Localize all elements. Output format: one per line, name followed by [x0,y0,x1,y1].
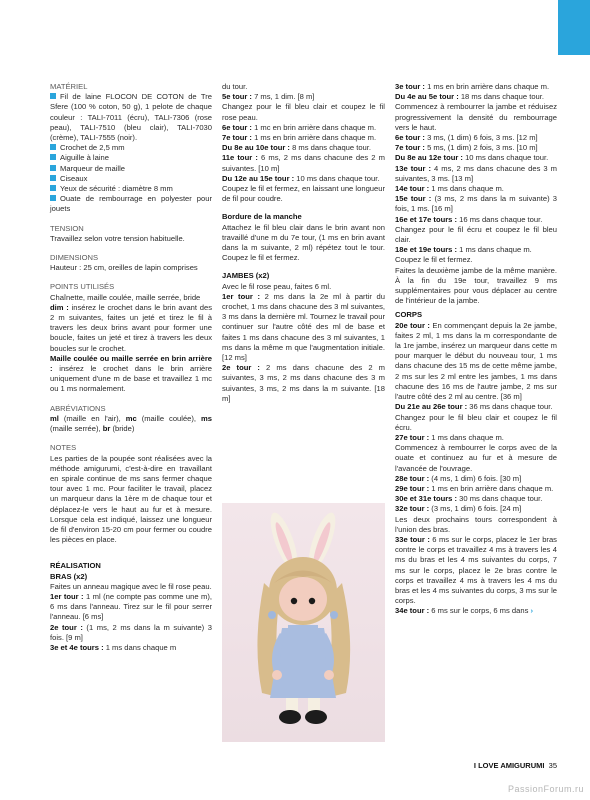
instruction: Changez pour le fil bleu clair et coupez le fil écru. [395,412,557,432]
corps-round-30-31: 30e et 31e tours : 30 ms dans chaque tour. [395,494,543,504]
bras-round-11: 11e tour : 6 ms, 2 ms dans chacune des 2 m suivantes. [10 m] [222,153,386,173]
corps-round-33: 33e tour : 6 ms sur le corps, placez le 1er bras contre le corps et travaillez 4 ms à travers les 4 ms du bras et les 4 ms suivantes du corps, 7 ms sur le corps, placez le 2e bras contre le corps et travaillez 4 ms à travers les 4 ms du bras et les 4 ms suivantes du corps, 3 ms sur le corps. [395,534,557,606]
bras-round-7: 7e tour : 1 ms en brin arrière dans chaque m. [222,133,377,143]
corps-round-28: 28e tour : (4 ms, 1 dim) 6 fois. [30 m] [395,473,522,483]
column-1 [50,82,212,653]
instruction: Changez pour le fil bleu clair et coupez le fil rose peau. [222,102,385,122]
jambes-round-6: 6e tour : 3 ms, (1 dim) 6 fois, 3 ms. [12 m] [395,133,538,143]
bras-round-3-4: 3e et 4e tours : 1 ms dans chaque m [50,642,177,652]
magazine-brand: I LOVE AMIGURUMI [473,761,545,770]
page-footer [474,761,557,770]
bullet-square-icon [50,154,56,160]
instruction: Les deux prochains tours correspondent à l'union des bras. [395,514,557,534]
corps-heading: CORPS [395,310,423,320]
column-3 [395,82,557,617]
bullet-square-icon [50,165,56,171]
doll-photo [222,503,385,742]
page-tab [558,0,590,55]
jambes-round-13: 13e tour : 4 ms, 2 ms dans chacune des 3 m suivantes, 3 ms. [13 m] [395,163,557,183]
jambes-round-18-19: 18e et 19e tours : 1 ms dans chaque m. [395,245,532,255]
bordure-heading: Bordure de la manche [222,212,302,222]
bordure-text: Attachez le fil bleu clair dans le brin avant non travaillé d'une m du 7e tour, (1 ms en brin avant dans la m suivante, 2 ml) répétez tout le tour. Coupez le fil et fermez. [222,222,385,263]
points-mcs: Maille coulée ou maille serrée en brin arrière : insérez le crochet dans le brin arrière uniquement d'une m de base et travaillez 1 mc ou 1 ms normalement. [50,353,212,394]
jambes-round-14: 14e tour : 1 ms dans chaque m. [395,184,504,194]
jambes-round-2: 2e tour : 2 ms dans chacune des 2 m suivantes, 3 ms, 2 ms dans chacune des 3 m suivantes, 3 ms, 2 ms dans la m suivante. [18 m] [222,363,385,403]
instruction: Commencez à rembourrer la jambe et réduisez progressivement la densité du rembourrage vers le haut. [395,102,557,132]
corps-round-34: 34e tour : 6 ms sur le corps, 6 ms dans › [395,606,534,616]
bras-intro: Faites un anneau magique avec le fil rose peau. [50,581,212,591]
materiel-item: Marqueur de maille [50,164,212,174]
jambes-round-1: 1er tour : 2 ms dans la 2e ml à partir du crochet, 1 ms dans chacune des 3 ml suivantes, 3 ms dans la dernière ml. Tournez le travail pour continuer sur l'autre côté des ml de base et faites 1 ms dans chacune des 3 ml suivantes, 1 ms dans la même m que l'augmentation initiale. [12 ms] [222,291,385,363]
corps-round-21-26: Du 21e au 26e tour : 36 ms dans chaque tour. [395,402,553,412]
bullet-square-icon [50,185,56,191]
jambes-intro: Avec le fil rose peau, faites 6 ml. [222,281,332,291]
bullet-square-icon [50,195,56,201]
bras-round-5: 5e tour : 7 ms, 1 dim. [8 m] [222,92,315,102]
watermark: PassionForum.ru [507,784,584,794]
points-heading: POINTS UTILISÉS [50,282,115,292]
jambes-round-16-17: 16e et 17e tours : 16 ms dans chaque tour. [395,214,543,224]
tension-text: Travaillez selon votre tension habituelle. [50,233,185,243]
bras-heading: BRAS (x2) [50,571,88,581]
instruction: Commencez à rembourrer le corps avec de la ouate et continuez au fur et à mesure de l'avancée de l'ouvrage. [395,443,557,473]
instruction: Changez pour le fil écru et coupez le fil bleu clair. [395,224,557,245]
corps-round-32: 32e tour : (3 ms, 1 dim) 6 fois. [24 m] [395,504,522,514]
jambes-round-3: 3e tour : 1 ms en brin arrière dans chaque m. [395,82,550,91]
column-2 [222,82,385,404]
dimensions-heading: DIMENSIONS [50,253,99,263]
bras-round-1: 1er tour : 1 ml (ne compte pas comme une m), 6 ms dans l'anneau. Tirez sur le fil pour serrer l'anneau. [6 ms] [50,591,212,622]
materiel-item: Aiguille à laine [50,153,212,163]
instruction: Coupez le fil et fermez. [395,255,473,265]
bullet-square-icon [50,93,56,99]
points-dim: dim : insérez le crochet dans le brin avant des 2 m suivantes, faites un jeté et tirez le fil à travers les deux brins avant pour former une boucle, faites un jeté et tirez à travers les deux boucles sur le crochet. [50,302,213,353]
jambes-round-4-5: Du 4e au 5e tour : 18 ms dans chaque tour. [395,92,544,102]
jambes-heading: JAMBES (x2) [222,271,270,281]
instruction: Faites la deuxième jambe de la même manière. À la fin du 19e tour, travaillez 9 ms supplémentaires pour vous déplacer au centre de l'intérieur de la jambe. [395,265,557,306]
bullet-square-icon [50,175,56,181]
jambes-round-8-12: Du 8e au 12e tour : 10 ms dans chaque tour. [395,153,549,163]
notes-heading: NOTES [50,443,77,453]
corps-round-29: 29e tour : 1 ms en brin arrière dans chaque m. [395,483,554,493]
amigurumi-doll-illustration [222,503,385,742]
notes-text: Les parties de la poupée sont réalisées avec la méthode amigurumi, c'est-à-dire en travaillant en spirale continue de ms sans fermer chaque tour avec 1 mc. Pour faciliter le travail, placez un marqueur dans la 1ère m de chaque tour et déplacez-le vers le haut au fur et à mesure. Lorsque cela est indiqué, laissez une longueur de fil d'environ 15-20 cm pour fermer ou coudre les pièces en place. [50,453,212,545]
materiel-item: Fil de laine FLOCON DE COTON de Tre Sfere (100 % coton, 50 g), 1 pelote de chaque couleur : TALI-7011 (écru), TALI-7306 (rose peau), TALI-7510 (bleu clair), TALI-7030 (crème), TALI-7555 (noir). [50,92,212,143]
instruction: Coupez le fil et fermez, en laissant une longueur de fil pour coudre. [222,184,385,204]
continued-text: du tour. [222,82,248,91]
jambes-round-7: 7e tour : 5 ms, (1 dim) 2 fois, 3 ms. [10 m] [395,143,538,153]
materiel-item: Ouate de rembourrage en polyester pour jouets [50,194,212,214]
abrev-text: ml (maille en l'air), mc (maille coulée), ms (maille serrée), br (bride) [50,413,212,434]
bras-round-2: 2e tour : (1 ms, 2 ms dans la m suivante) 3 fois. [9 m] [50,622,212,642]
materiel-item: Ciseaux [50,174,212,184]
corps-round-27: 27e tour : 1 ms dans chaque m. [395,432,504,442]
continue-arrow-icon: › [530,606,534,616]
bras-round-8-10: Du 8e au 10e tour : 8 ms dans chaque tour. [222,143,372,153]
bras-round-12-15: Du 12e au 15e tour : 10 ms dans chaque tour. [222,173,380,183]
tension-heading: TENSION [50,223,84,233]
dimensions-text: Hauteur : 25 cm, oreilles de lapin comprises [50,263,198,273]
corps-round-20: 20e tour : En commençant depuis la 2e jambe, faites 2 ml, 1 ms dans la m correspondante de la 1re jambe, insérez un marqueur dans cette m pour marquer le début du nouveau tour, 1 ms dans chacune des 15 ms de cette même jambe, 2 ms sur les 2 ml entre les jambes, 1 ms dans chacune des 16 ms de l'autre jambe, 2 ms sur l'autre côté des 2 ml au centre. [36 m] [395,320,557,402]
bullet-square-icon [50,144,56,150]
jambes-round-15: 15e tour : (3 ms, 2 ms dans la m suivante) 3 fois, 1 ms. [16 m] [395,194,557,214]
bras-round-6: 6e tour : 1 mc en brin arrière dans chaque m. [222,122,377,132]
realisation-heading: RÉALISATION [50,561,101,571]
page-number: 35 [548,761,557,770]
materiel-item: Crochet de 2,5 mm [50,143,212,153]
abrev-heading: ABRÉVIATIONS [50,403,106,413]
materiel-heading: MATÉRIEL [50,82,88,91]
materiel-item: Yeux de sécurité : diamètre 8 mm [50,184,212,194]
points-intro: Chaînette, maille coulée, maille serrée, bride [50,292,201,302]
